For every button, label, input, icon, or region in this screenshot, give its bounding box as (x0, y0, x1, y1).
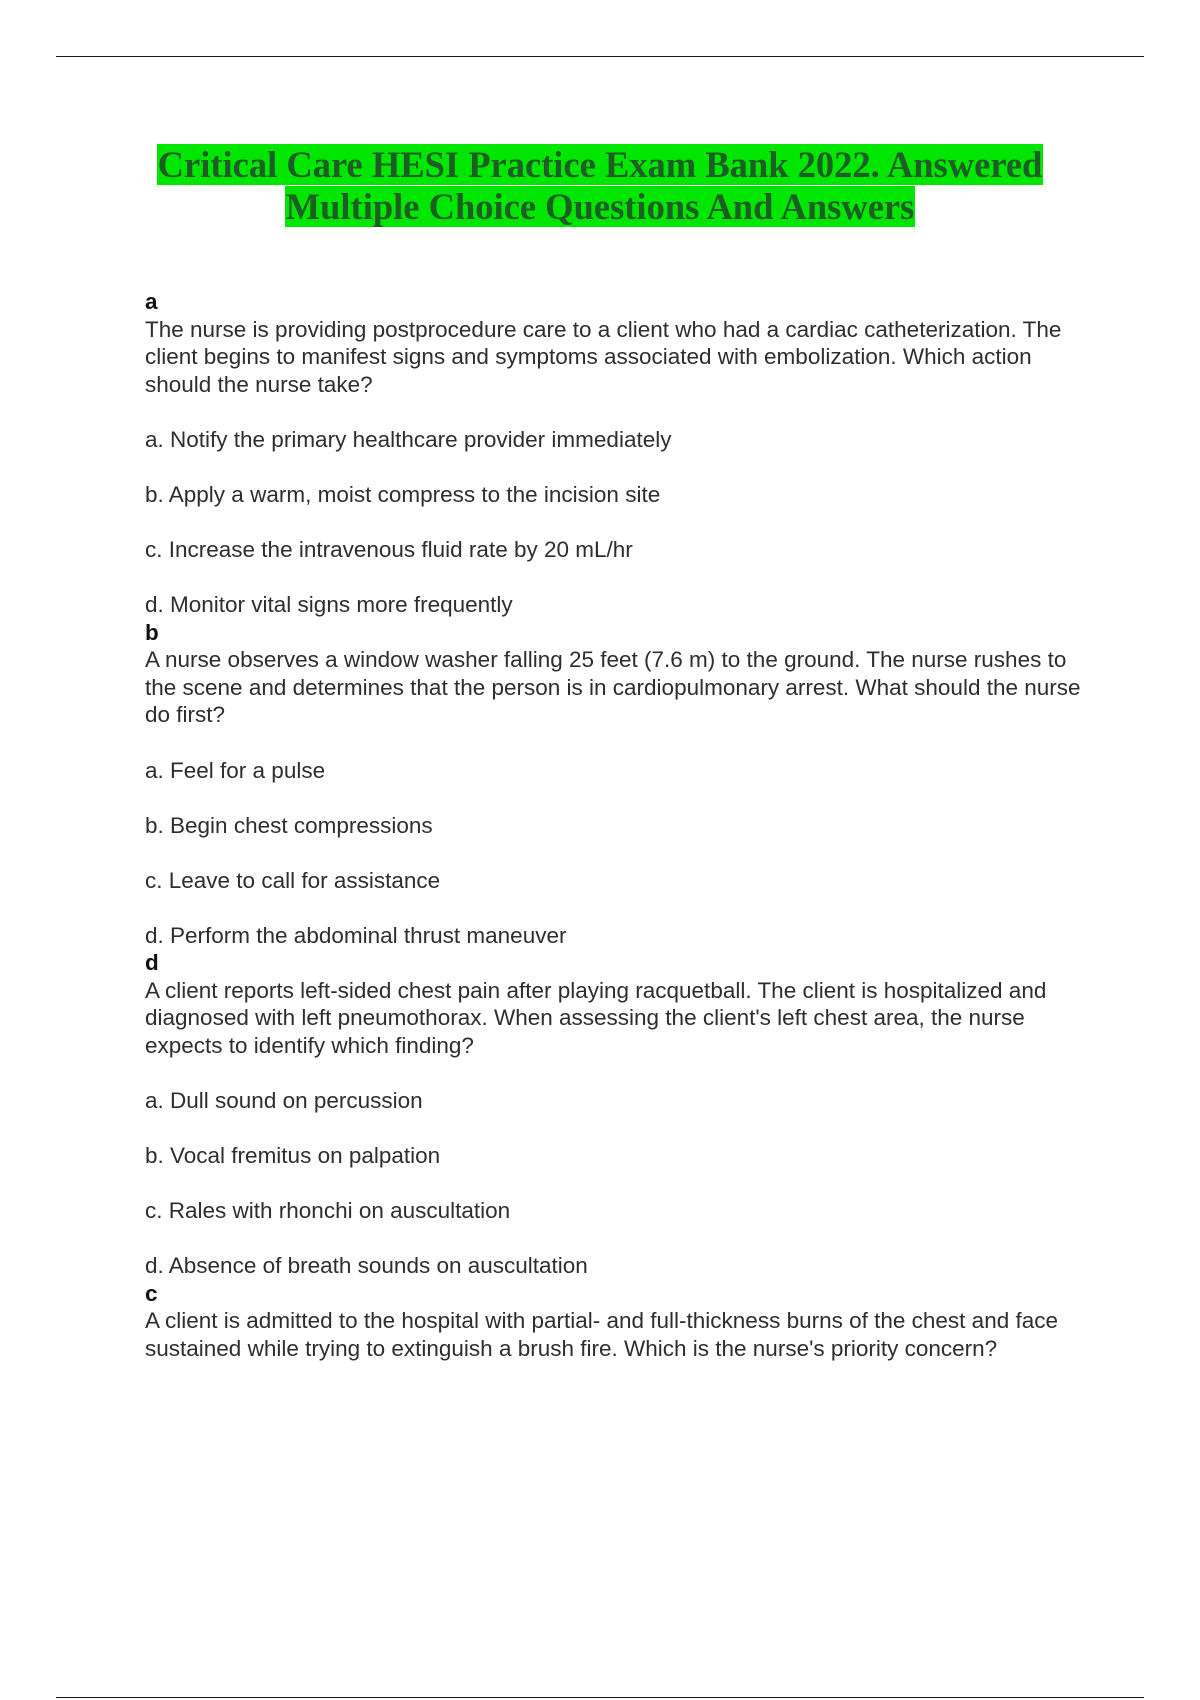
answer-key: c (145, 1280, 158, 1306)
answer-option: c. Rales with rhonchi on auscultation (145, 1198, 511, 1223)
document-title (0, 144, 1200, 228)
answer-option: d. Absence of breath sounds on auscultation (145, 1253, 588, 1278)
question-list (145, 288, 1095, 1390)
answer-option: c. Leave to call for assistance (145, 867, 441, 893)
answer-option: a. Notify the primary healthcare provider immediately (145, 427, 672, 452)
footer-rule (56, 1697, 1144, 1698)
question-block (145, 1280, 1095, 1363)
answer-option: b. Apply a warm, moist compress to the incision site (145, 482, 661, 507)
question-stem: The nurse is providing postprocedure care to a client who had a cardiac catheterization. The client begins to manifest signs and symptoms associated with embolization. Which action should the nurse take? (145, 316, 1062, 397)
question-block (145, 288, 1095, 619)
answer-option: b. Vocal fremitus on palpation (145, 1143, 441, 1168)
question-stem: A client reports left-sided chest pain after playing racquetball. The client is hospitalized and diagnosed with left pneumothorax. When assessing the client's left chest area, the nurse expects to identify which finding? (145, 977, 1047, 1058)
question-block (145, 619, 1095, 950)
answer-key: b (145, 619, 159, 645)
answer-option: b. Begin chest compressions (145, 812, 433, 838)
answer-option: d. Perform the abdominal thrust maneuver (145, 922, 567, 948)
answer-option: a. Dull sound on percussion (145, 1088, 423, 1113)
answer-key: d (145, 950, 159, 975)
question-block (145, 949, 1095, 1280)
answer-option: c. Increase the intravenous fluid rate by 20 mL/hr (145, 537, 633, 562)
answer-option: a. Feel for a pulse (145, 757, 326, 783)
title-line-1: Critical Care HESI Practice Exam Bank 2022. Answered (157, 144, 1043, 185)
title-line-2: Multiple Choice Questions And Answers (285, 186, 915, 227)
question-stem: A nurse observes a window washer falling 25 feet (7.6 m) to the ground. The nurse rushes to the scene and determines that the person is in cardiopulmonary arrest. What should the nurse do first? (145, 647, 1081, 727)
question-stem: A client is admitted to the hospital with partial- and full-thickness burns of the chest and face sustained while trying to extinguish a brush fire. Which is the nurse's priority concern? (145, 1308, 1058, 1361)
answer-option: d. Monitor vital signs more frequently (145, 592, 513, 617)
answer-key: a (145, 289, 158, 314)
header-rule (56, 56, 1144, 57)
